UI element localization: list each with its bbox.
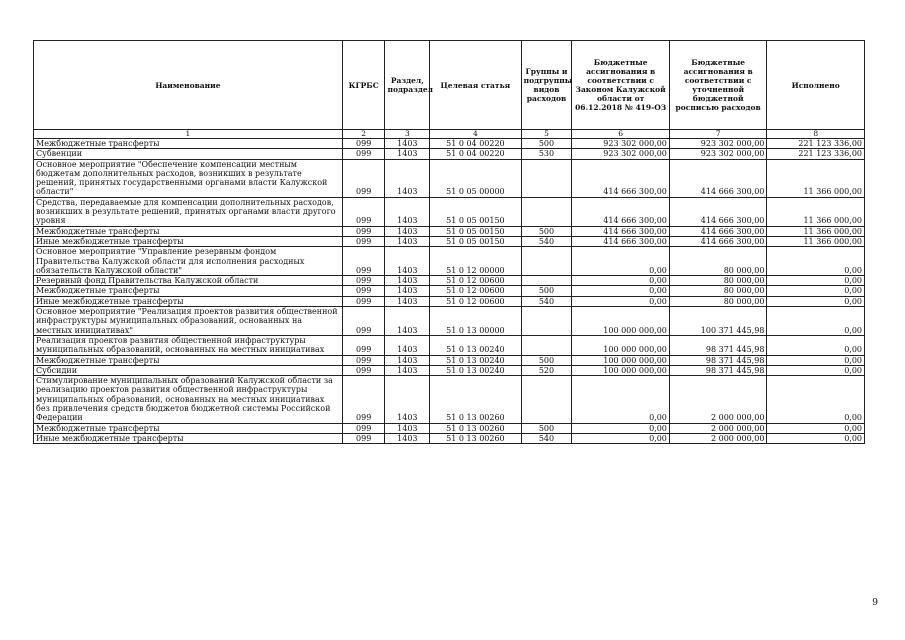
row-executed-amount: 11 366 000,00 — [767, 197, 865, 226]
row-law-amount: 923 302 000,00 — [572, 149, 670, 159]
table-row — [34, 247, 865, 276]
row-refined-amount: 100 371 445,98 — [669, 307, 767, 336]
row-target-article: 51 0 13 00260 — [430, 423, 521, 433]
row-refined-amount: 414 666 300,00 — [669, 197, 767, 226]
row-executed-amount: 11 366 000,00 — [767, 226, 865, 236]
row-kgrbs: 099 — [342, 423, 385, 433]
column-number: 2 — [342, 130, 385, 139]
table-row — [34, 335, 865, 355]
row-expense-group: 500 — [521, 355, 572, 365]
row-law-amount: 100 000 000,00 — [572, 307, 670, 336]
row-name: Межбюджетные трансферты — [34, 139, 343, 149]
row-law-amount: 414 666 300,00 — [572, 226, 670, 236]
row-target-article: 51 0 05 00150 — [430, 226, 521, 236]
row-name: Стимулирование муниципальных образований Калужской области за реализацию проектов развития общественной инфраструктуры муниципальных образований, основанных на местных инициативах без привлечения средств бюджетов бюджетной системы Российской Федерации — [34, 376, 343, 423]
row-name: Основное мероприятие "Обеспечение компенсации местным бюджетам дополнительных расходов, возникших в результате решений, принятых государственными органами власти Калужской области" — [34, 159, 343, 197]
row-refined-amount: 414 666 300,00 — [669, 236, 767, 246]
row-section: 1403 — [385, 197, 430, 226]
row-executed-amount: 0,00 — [767, 296, 865, 306]
row-expense-group: 500 — [521, 286, 572, 296]
row-refined-amount: 98 371 445,98 — [669, 365, 767, 375]
row-law-amount: 100 000 000,00 — [572, 355, 670, 365]
row-refined-amount: 98 371 445,98 — [669, 335, 767, 355]
row-refined-amount: 98 371 445,98 — [669, 355, 767, 365]
row-kgrbs: 099 — [342, 276, 385, 286]
table-row — [34, 236, 865, 246]
row-name: Реализация проектов развития общественной инфраструктуры муниципальных образований, основанных на местных инициативах — [34, 335, 343, 355]
row-kgrbs: 099 — [342, 226, 385, 236]
header-refined: Бюджетные ассигнования в соответствии с уточненной бюджетной росписью расходов — [669, 41, 767, 130]
row-expense-group — [521, 247, 572, 276]
column-number: 4 — [430, 130, 521, 139]
row-name: Основное мероприятие "Реализация проектов развития общественной инфраструктуры муниципальных образований, основанных на местных инициативах" — [34, 307, 343, 336]
row-section: 1403 — [385, 355, 430, 365]
row-refined-amount: 80 000,00 — [669, 247, 767, 276]
table-row — [34, 286, 865, 296]
header-law: Бюджетные ассигнования в соответствии с Законом Калужской области от 06.12.2018 № 419-ОЗ — [572, 41, 670, 130]
row-executed-amount: 0,00 — [767, 247, 865, 276]
row-target-article: 51 0 05 00150 — [430, 236, 521, 246]
row-section: 1403 — [385, 296, 430, 306]
row-target-article: 51 0 12 00000 — [430, 247, 521, 276]
row-section: 1403 — [385, 307, 430, 336]
row-expense-group: 520 — [521, 365, 572, 375]
row-refined-amount: 414 666 300,00 — [669, 159, 767, 197]
row-expense-group — [521, 197, 572, 226]
row-expense-group: 540 — [521, 433, 572, 443]
row-expense-group: 500 — [521, 423, 572, 433]
row-law-amount: 0,00 — [572, 286, 670, 296]
header-target: Целевая статья — [430, 41, 521, 130]
row-law-amount: 100 000 000,00 — [572, 335, 670, 355]
row-law-amount: 0,00 — [572, 433, 670, 443]
row-executed-amount: 11 366 000,00 — [767, 236, 865, 246]
row-target-article: 51 0 13 00240 — [430, 335, 521, 355]
table-row — [34, 149, 865, 159]
row-name: Иные межбюджетные трансферты — [34, 296, 343, 306]
row-name: Субвенции — [34, 149, 343, 159]
row-section: 1403 — [385, 226, 430, 236]
row-target-article: 51 0 13 00260 — [430, 433, 521, 443]
row-refined-amount: 80 000,00 — [669, 286, 767, 296]
column-number: 1 — [34, 130, 343, 139]
table-row — [34, 376, 865, 423]
row-expense-group — [521, 159, 572, 197]
row-name: Основное мероприятие "Управление резервным фондом Правительства Калужской области для исполнения расходных обязательств Калужской области" — [34, 247, 343, 276]
row-executed-amount: 0,00 — [767, 307, 865, 336]
table-row — [34, 197, 865, 226]
table-row — [34, 307, 865, 336]
row-refined-amount: 2 000 000,00 — [669, 433, 767, 443]
row-kgrbs: 099 — [342, 335, 385, 355]
row-section: 1403 — [385, 149, 430, 159]
header-executed: Исполнено — [767, 41, 865, 130]
row-executed-amount: 0,00 — [767, 433, 865, 443]
row-kgrbs: 099 — [342, 236, 385, 246]
row-kgrbs: 099 — [342, 296, 385, 306]
row-kgrbs: 099 — [342, 376, 385, 423]
row-section: 1403 — [385, 433, 430, 443]
table-row — [34, 226, 865, 236]
row-name: Межбюджетные трансферты — [34, 423, 343, 433]
row-target-article: 51 0 04 00220 — [430, 139, 521, 149]
row-executed-amount: 0,00 — [767, 335, 865, 355]
row-section: 1403 — [385, 247, 430, 276]
row-target-article: 51 0 12 00600 — [430, 276, 521, 286]
row-target-article: 51 0 12 00600 — [430, 286, 521, 296]
table-row — [34, 365, 865, 375]
table-row — [34, 159, 865, 197]
header-groups: Группы и подгруппы видов расходов — [521, 41, 572, 130]
row-expense-group: 500 — [521, 139, 572, 149]
row-name: Резервный фонд Правительства Калужской области — [34, 276, 343, 286]
row-target-article: 51 0 13 00240 — [430, 355, 521, 365]
row-expense-group — [521, 307, 572, 336]
row-law-amount: 414 666 300,00 — [572, 197, 670, 226]
column-number: 3 — [385, 130, 430, 139]
row-executed-amount: 0,00 — [767, 355, 865, 365]
row-section: 1403 — [385, 423, 430, 433]
row-expense-group: 540 — [521, 236, 572, 246]
row-law-amount: 100 000 000,00 — [572, 365, 670, 375]
header-kgrbs: КГРБС — [342, 41, 385, 130]
row-target-article: 51 0 13 00240 — [430, 365, 521, 375]
row-refined-amount: 80 000,00 — [669, 276, 767, 286]
row-target-article: 51 0 05 00150 — [430, 197, 521, 226]
row-expense-group — [521, 335, 572, 355]
row-refined-amount: 414 666 300,00 — [669, 226, 767, 236]
row-target-article: 51 0 13 00260 — [430, 376, 521, 423]
row-expense-group — [521, 276, 572, 286]
page-number: 9 — [872, 598, 878, 608]
row-law-amount: 0,00 — [572, 376, 670, 423]
row-executed-amount: 221 123 336,00 — [767, 149, 865, 159]
row-expense-group — [521, 376, 572, 423]
row-kgrbs: 099 — [342, 247, 385, 276]
row-name: Межбюджетные трансферты — [34, 286, 343, 296]
row-law-amount: 414 666 300,00 — [572, 236, 670, 246]
row-refined-amount: 923 302 000,00 — [669, 149, 767, 159]
row-section: 1403 — [385, 365, 430, 375]
row-target-article: 51 0 13 00000 — [430, 307, 521, 336]
row-executed-amount: 0,00 — [767, 365, 865, 375]
table-body — [34, 139, 865, 444]
budget-table — [33, 40, 865, 444]
column-number: 8 — [767, 130, 865, 139]
table-row — [34, 276, 865, 286]
column-number-row — [34, 130, 865, 139]
table-row — [34, 296, 865, 306]
row-name: Иные межбюджетные трансферты — [34, 236, 343, 246]
row-executed-amount: 0,00 — [767, 423, 865, 433]
row-executed-amount: 0,00 — [767, 376, 865, 423]
row-refined-amount: 2 000 000,00 — [669, 423, 767, 433]
row-kgrbs: 099 — [342, 433, 385, 443]
row-expense-group: 500 — [521, 226, 572, 236]
row-executed-amount: 0,00 — [767, 286, 865, 296]
row-section: 1403 — [385, 236, 430, 246]
row-refined-amount: 923 302 000,00 — [669, 139, 767, 149]
row-name: Субсидии — [34, 365, 343, 375]
row-name: Межбюджетные трансферты — [34, 226, 343, 236]
row-law-amount: 0,00 — [572, 247, 670, 276]
row-name: Межбюджетные трансферты — [34, 355, 343, 365]
row-law-amount: 0,00 — [572, 276, 670, 286]
row-target-article: 51 0 04 00220 — [430, 149, 521, 159]
row-kgrbs: 099 — [342, 197, 385, 226]
table-row — [34, 139, 865, 149]
row-law-amount: 0,00 — [572, 423, 670, 433]
row-kgrbs: 099 — [342, 307, 385, 336]
row-expense-group: 530 — [521, 149, 572, 159]
row-executed-amount: 221 123 336,00 — [767, 139, 865, 149]
column-number: 5 — [521, 130, 572, 139]
header-name: Наименование — [34, 41, 343, 130]
row-law-amount: 414 666 300,00 — [572, 159, 670, 197]
table-row — [34, 433, 865, 443]
row-kgrbs: 099 — [342, 286, 385, 296]
row-target-article: 51 0 12 00600 — [430, 296, 521, 306]
row-executed-amount: 0,00 — [767, 276, 865, 286]
row-kgrbs: 099 — [342, 139, 385, 149]
row-kgrbs: 099 — [342, 149, 385, 159]
row-section: 1403 — [385, 376, 430, 423]
row-section: 1403 — [385, 159, 430, 197]
row-law-amount: 0,00 — [572, 296, 670, 306]
row-kgrbs: 099 — [342, 355, 385, 365]
header-row — [34, 41, 865, 130]
column-number: 7 — [669, 130, 767, 139]
column-number: 6 — [572, 130, 670, 139]
row-executed-amount: 11 366 000,00 — [767, 159, 865, 197]
row-name: Иные межбюджетные трансферты — [34, 433, 343, 443]
row-refined-amount: 2 000 000,00 — [669, 376, 767, 423]
row-target-article: 51 0 05 00000 — [430, 159, 521, 197]
row-expense-group: 540 — [521, 296, 572, 306]
row-refined-amount: 80 000,00 — [669, 296, 767, 306]
row-section: 1403 — [385, 276, 430, 286]
row-kgrbs: 099 — [342, 159, 385, 197]
header-section: Раздел, подраздел — [385, 41, 430, 130]
table-row — [34, 423, 865, 433]
row-section: 1403 — [385, 139, 430, 149]
row-name: Средства, передаваемые для компенсации дополнительных расходов, возникших в результате решений, принятых органами власти другого уровня — [34, 197, 343, 226]
row-kgrbs: 099 — [342, 365, 385, 375]
table-row — [34, 355, 865, 365]
row-section: 1403 — [385, 286, 430, 296]
row-section: 1403 — [385, 335, 430, 355]
row-law-amount: 923 302 000,00 — [572, 139, 670, 149]
